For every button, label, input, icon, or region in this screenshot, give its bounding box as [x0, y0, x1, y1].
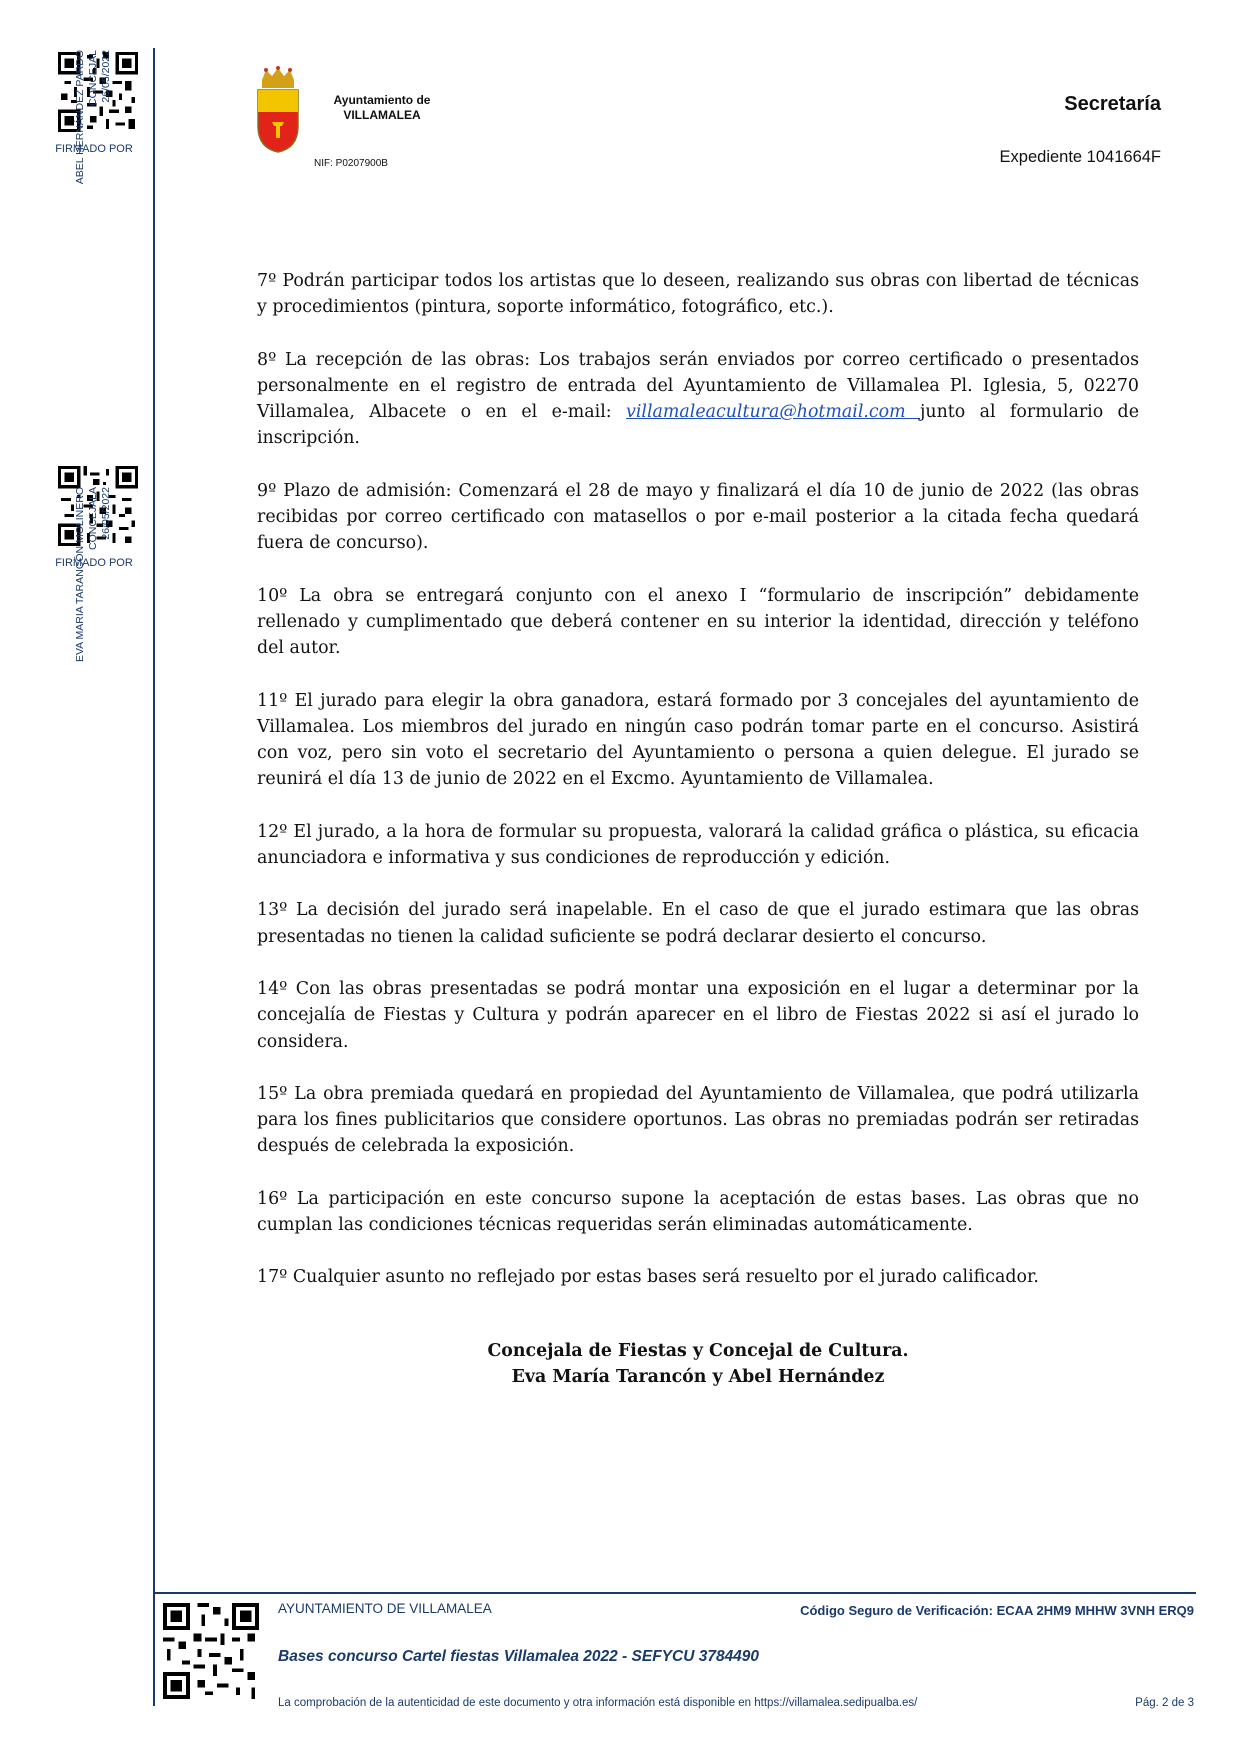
signature-label: FIRMADO POR [55, 557, 133, 569]
clause-7: 7º Podrán participar todos los artistas que lo deseen, realizando sus obras con libertad de técnicas y procedimientos (pintura, soporte informático, fotográfico, etc.). [257, 271, 1139, 318]
clause-15: 15º La obra premiada quedará en propiedad del Ayuntamiento de Villamalea, que podrá utilizarla para los fines publicitarios que considere oportunos. Las obras no premiadas podrán ser retiradas después de celebrada la exposición. [257, 1083, 1139, 1157]
clause-9: 9º Plazo de admisión: Comenzará el 28 de mayo y finalizará el día 10 de junio de 2022 (las obras recibidas por correo certificado con matasellos o por e-mail posterior a la citada fecha quedará fuera de concurso). [257, 480, 1139, 554]
org-line-2: VILLAMALEA [343, 108, 421, 122]
signer-name: EVA MARIA TARANCÓN MOLINERO [74, 487, 86, 663]
footer-document-title: Bases concurso Cartel fiestas Villamalea 2022 - SEFYCU 3784490 [278, 1648, 760, 1665]
verification-code: Código Seguro de Verificación: ECAA 2HM9 MHHW 3VNH ERQ9 [800, 1603, 1194, 1618]
qr-code-graphic [163, 1603, 259, 1699]
signer-role: CONCEJALA [87, 487, 99, 551]
clause-8 [257, 347, 1139, 452]
signer-role: CONCEJAL [87, 50, 99, 107]
signature-block-1 [74, 50, 113, 310]
closing-line-1: Concejala de Fiestas y Concejal de Cultura. [487, 1341, 909, 1361]
nif-label: NIF: P0207900B [314, 158, 388, 169]
clause-8-text-end: junto al formulario de inscripción. [257, 402, 1139, 449]
email-link[interactable]: villamaleacultura@hotmail.com [626, 402, 921, 423]
organization-name [316, 93, 448, 123]
clause-14: 14º Con las obras presentadas se podrá montar una exposición en el lugar a determinar por la concejalía de Fiestas y Cultura y podrán aparecer en el libro de Fiestas 2022 si así el jurado lo considera. [257, 978, 1139, 1052]
clause-10: 10º La obra se entregará conjunto con el anexo I “formulario de inscripción” debidamente rellenado y cumplimentado que deberá contener en su interior la identidad, dirección y teléfono del autor. [257, 585, 1139, 659]
org-line-1: Ayuntamiento de [333, 93, 431, 107]
expediente-number: Expediente 1041664F [999, 148, 1161, 166]
signer-name: ABEL HERNÁNDEZ PARDO [74, 50, 86, 185]
closing-signature [257, 1338, 1139, 1390]
clause-17: 17º Cualquier asunto no reflejado por estas bases será resuelto por el jurado calificador. [257, 1267, 1039, 1288]
margin-rule [153, 48, 155, 1706]
clause-8-text: 8º La recepción de las obras: Los trabajos serán enviados por correo certificado o presentados personalmente en el registro de entrada del Ayuntamiento de Villamalea Pl. Iglesia, 5, 02270 Villamalea, Albacete o en el e-mail: [257, 349, 1139, 423]
clause-12: 12º El jurado, a la hora de formular su propuesta, valorará la calidad gráfica o plástica, su eficacia anunciadora e informativa y sus condiciones de reproducción y edición. [257, 821, 1139, 869]
clause-16: 16º La participación en este concurso supone la aceptación de estas bases. Las obras que no cumplan las condiciones técnicas requeridas serán eliminadas automáticamente. [257, 1188, 1139, 1236]
page-number: Pág. 2 de 3 [1135, 1697, 1194, 1709]
document-body [257, 268, 1139, 1317]
closing-line-2: Eva María Tarancón y Abel Hernández [511, 1367, 885, 1387]
qr-code-icon [163, 1603, 259, 1699]
signature-label: FIRMADO POR [55, 143, 133, 155]
clause-11: 11º El jurado para elegir la obra ganadora, estará formado por 3 concejales del ayuntamiento de Villamalea. Los miembros del jurado en ningún caso podrán tomar parte en el concurso. Asistirá con voz, pero sin voto el secretario del Ayuntamiento o persona a quien delegue. El jurado se reunirá el día 13 de junio de 2022 en el Excmo. Ayuntamiento de Villamalea. [257, 690, 1139, 790]
coat-of-arms-logo [254, 66, 302, 158]
footer-rule [153, 1592, 1196, 1594]
footer-organization: AYUNTAMIENTO DE VILLAMALEA [278, 1601, 492, 1616]
verification-note: La comprobación de la autenticidad de este documento y otra información está disponible en https://villamalea.sedipualba.es/ [278, 1697, 918, 1709]
signature-block-2 [74, 487, 113, 747]
signature-date: 26/05/2022 [100, 487, 112, 540]
department-title: Secretaría [1064, 93, 1161, 115]
signature-date: 26/05/2022 [100, 50, 112, 103]
clause-13: 13º La decisión del jurado será inapelable. En el caso de que el jurado estimara que las obras presentadas no tienen la calidad suficiente se podrá declarar desierto el concurso. [257, 900, 1139, 947]
